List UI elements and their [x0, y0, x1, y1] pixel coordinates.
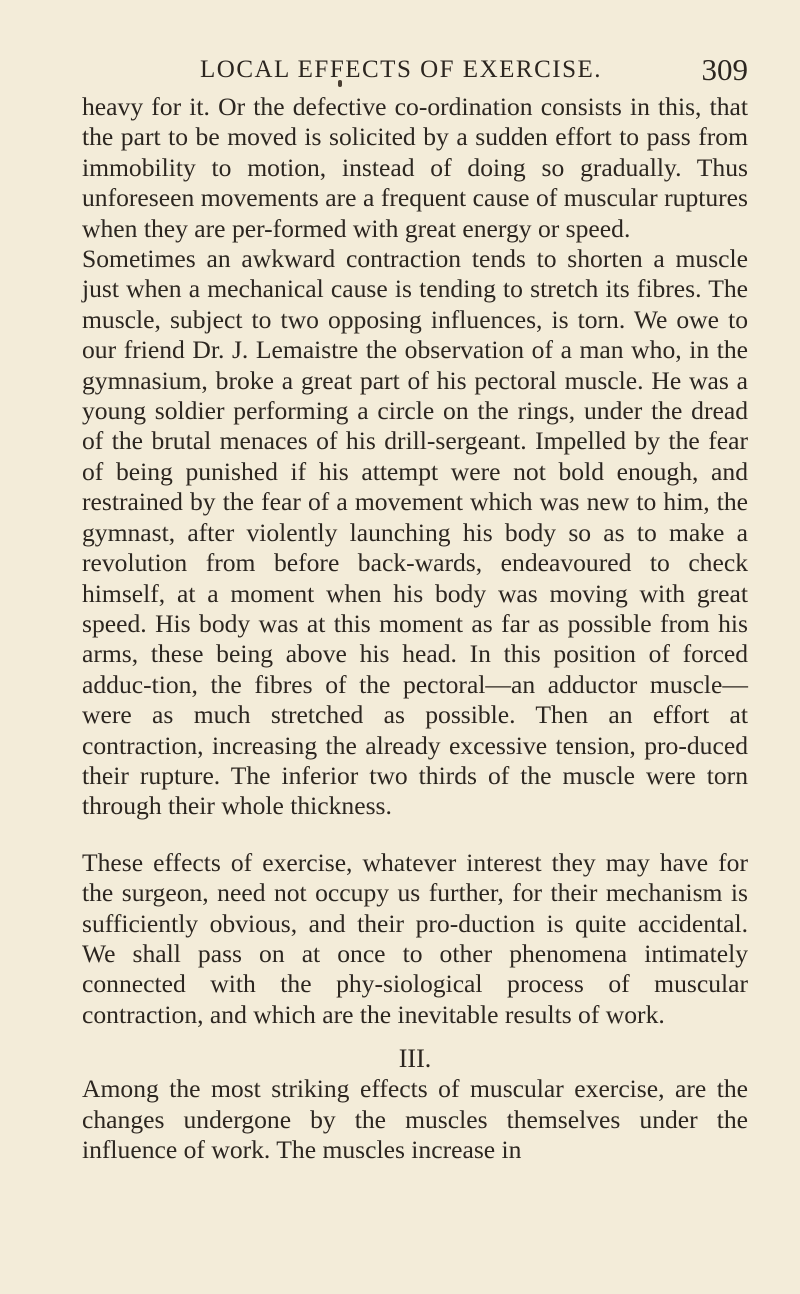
running-title: LOCAL EFFECTS OF EXERCISE. — [200, 56, 603, 83]
paragraph-4: Among the most striking effects of muscular exercise, are the changes undergone by the muscles themselves under the influence of work. The muscles increase in — [82, 1074, 748, 1164]
running-head — [82, 52, 748, 92]
paragraph-3: These effects of exercise, whatever interest they may have for the surgeon, need not occupy us further, for their mechanism is sufficiently obvious, and their pro-duction is quite accidental. We shall pass on at once to other phenomena intimately connected with the phy-siological process of muscular contraction, and which are the inevitable results of work. — [82, 847, 748, 1029]
paragraph-gap — [82, 822, 748, 848]
section-heading: III. — [398, 1044, 432, 1074]
paragraph-1: heavy for it. Or the defective co-ordination consists in this, that the part to be moved is solicited by a sudden effort to pass from immobility to motion, instead of doing so gradually. Thus unforeseen movements are a frequent cause of muscular ruptures when they are per-formed with great energy or speed. — [82, 92, 748, 243]
paragraph-2: Sometimes an awkward contraction tends to shorten a muscle just when a mechanical cause is tending to stretch its fibres. The muscle, subject to two opposing influences, is torn. We owe to our friend Dr. J. Lemaistre the observation of a man who, in the gymnasium, broke a great part of his pectoral muscle. He was a young soldier performing a circle on the rings, under the dread of the brutal menaces of his drill-sergeant. Impelled by the fear of being punished if his attempt were not bold enough, and restrained by the fear of a movement which was new to him, the gymnast, after violently launching his body so as to make a revolution from before back-wards, endeavoured to check himself, at a moment when his body was moving with great speed. His body was at this moment as far as possible from his arms, these being above his head. In this position of forced adduc-tion, the fibres of the pectoral—an adductor muscle—were as much stretched as possible. Then an effort at contraction, increasing the already excessive tension, pro-duced their rupture. The inferior two thirds of the muscle were torn through their whole thickness. — [82, 244, 748, 821]
page-number: 309 — [701, 52, 748, 87]
body-text — [82, 92, 748, 1165]
